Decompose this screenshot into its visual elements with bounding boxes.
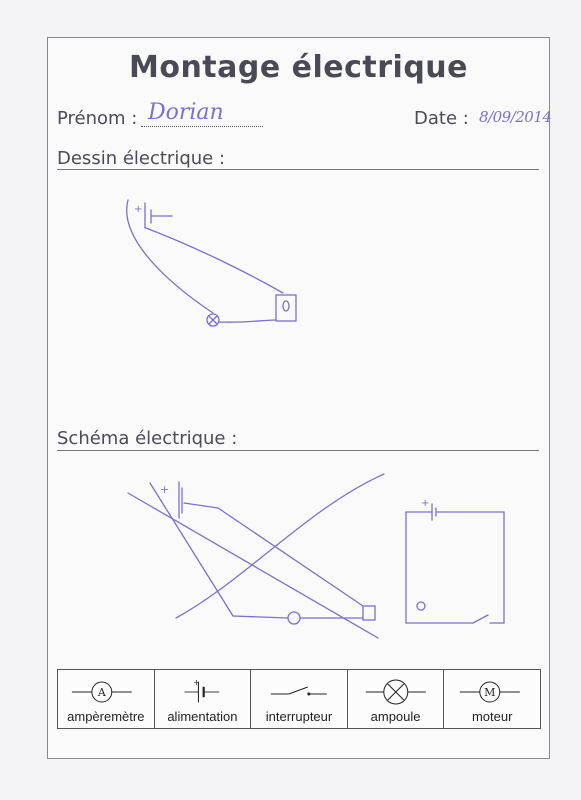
date-handwritten-value[interactable]: 8/09/2014 bbox=[479, 108, 552, 126]
dessin-section-heading: Dessin électrique : bbox=[57, 148, 226, 169]
page-title: Montage électrique bbox=[128, 50, 469, 85]
switch-icon bbox=[251, 674, 347, 710]
dessin-wire-top bbox=[146, 228, 283, 293]
legend-label-lamp: ampoule bbox=[370, 709, 421, 724]
svg-text:M: M bbox=[484, 686, 496, 699]
legend-label-battery: alimentation bbox=[167, 709, 238, 724]
svg-text:A: A bbox=[97, 685, 106, 699]
legend-label-switch: interrupteur bbox=[265, 709, 333, 724]
legend-cell-ammeter bbox=[58, 670, 155, 728]
battery-icon bbox=[155, 674, 251, 710]
prenom-handwritten-value[interactable]: Dorian bbox=[148, 100, 224, 125]
svg-text:+: + bbox=[192, 678, 200, 688]
dessin-battery-sketch bbox=[134, 203, 172, 228]
legend-cell-switch bbox=[251, 670, 348, 728]
legend-label-motor: moteur bbox=[471, 709, 513, 724]
schema-section-heading: Schéma électrique : bbox=[57, 428, 238, 449]
legend-label-ammeter: ampèremètre bbox=[67, 709, 145, 724]
date-label: Date : bbox=[414, 108, 469, 129]
prenom-label: Prénom : bbox=[57, 108, 138, 129]
motor-icon bbox=[444, 674, 540, 710]
ammeter-icon bbox=[58, 674, 154, 710]
svg-text:+: + bbox=[421, 498, 430, 509]
legend-cell-battery bbox=[155, 670, 252, 728]
legend-cell-lamp bbox=[348, 670, 445, 728]
svg-text:+: + bbox=[160, 483, 170, 496]
dessin-wire-left bbox=[127, 200, 213, 313]
dessin-motor-sketch bbox=[276, 295, 296, 321]
handwritten-drawings bbox=[48, 38, 552, 658]
schema-scribble-attempt bbox=[128, 474, 384, 638]
legend-cell-motor bbox=[444, 670, 540, 728]
lamp-icon bbox=[348, 674, 444, 710]
symbol-legend-table bbox=[57, 669, 541, 729]
schema-rectangle-circuit bbox=[406, 498, 504, 623]
svg-text:+: + bbox=[134, 204, 143, 215]
worksheet bbox=[47, 37, 550, 759]
